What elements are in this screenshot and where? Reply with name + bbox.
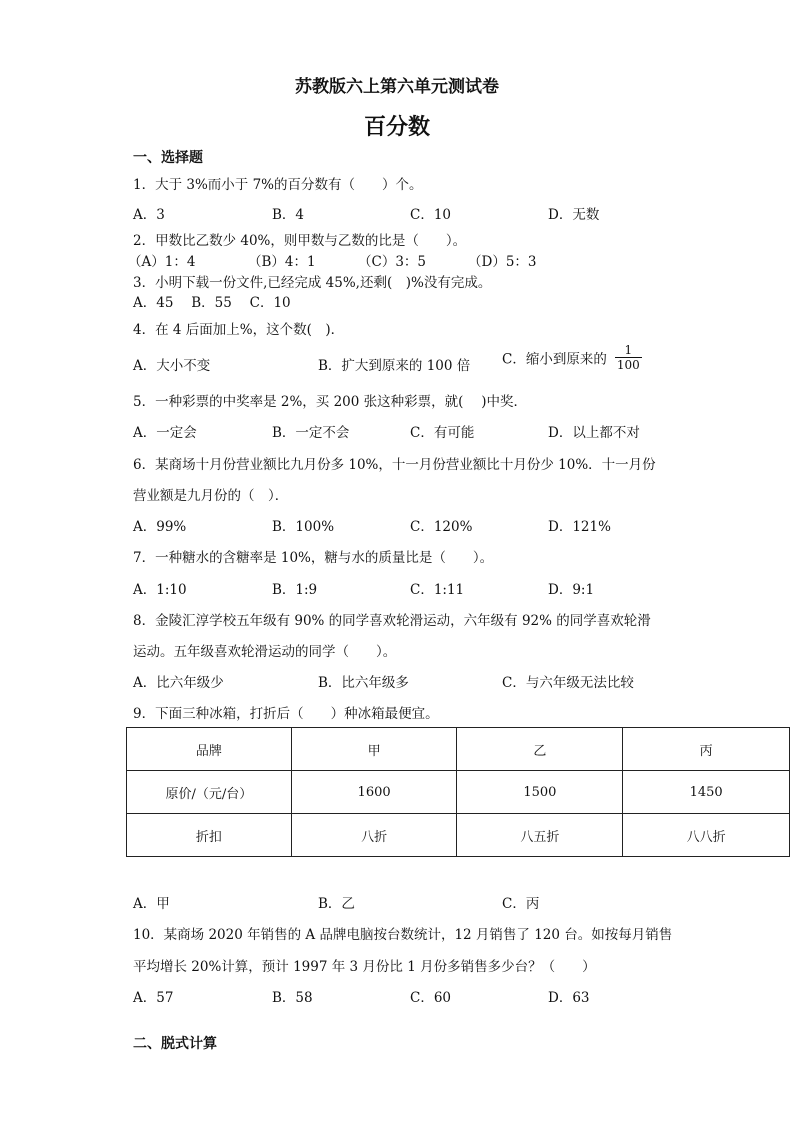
table-cell: 甲: [291, 728, 457, 771]
q4-option-b: B．扩大到原来的 100 倍: [318, 358, 471, 374]
question-6-line-2: 营业额是九月份的（ ）．: [133, 488, 289, 504]
question-4: 4．在 4 后面加上%，这个数( )．: [133, 322, 345, 338]
table-cell: 1450: [623, 771, 790, 814]
q2-option-c: （C）3：5: [358, 254, 427, 270]
q3-options: A．45 B．55 C．10: [133, 295, 291, 311]
page-title: 苏教版六上第六单元测试卷: [295, 77, 499, 97]
q1-option-d: D．无数: [548, 207, 600, 223]
q8-option-c: C．与六年级无法比较: [502, 675, 634, 691]
section-heading-choice: 一、选择题: [133, 150, 203, 166]
q6-option-a: A．99%: [133, 519, 187, 535]
page-subtitle: 百分数: [363, 114, 430, 140]
section-heading-calculation: 二、脱式计算: [133, 1036, 217, 1052]
table-cell: 1500: [457, 771, 623, 814]
fridge-price-table: [126, 727, 790, 857]
table-cell: 原价/（元/台）: [127, 771, 292, 814]
q6-option-d: D．121%: [548, 519, 611, 535]
fraction-one-hundredth: $\frac{1}{100}$: [616, 343, 640, 372]
q9-option-b: B．乙: [318, 896, 355, 912]
table-cell: 八折: [291, 814, 457, 857]
question-9: 9．下面三种冰箱，打折后（ ）种冰箱最便宜。: [133, 706, 439, 722]
q2-option-b: （B）4：1: [248, 254, 316, 270]
question-3: 3．小明下载一份文件,已经完成 45%,还剩( )%没有完成。: [133, 275, 492, 291]
q10-option-d: D．63: [548, 990, 590, 1006]
table-cell: 1600: [291, 771, 457, 814]
question-2: 2．甲数比乙数少 40%，则甲数与乙数的比是（ ）。: [133, 233, 467, 249]
q5-option-b: B．一定不会: [272, 425, 350, 441]
table-cell: 八五折: [457, 814, 623, 857]
q7-option-d: D．9:1: [548, 582, 595, 598]
q10-option-a: A．57: [133, 990, 174, 1006]
q6-option-b: B．100%: [272, 519, 335, 535]
table-row: [127, 814, 790, 857]
q10-option-b: B．58: [272, 990, 313, 1006]
question-6-line-1: 6．某商场十月份营业额比九月份多 10%，十一月份营业额比十月份少 10%．十一月份: [133, 457, 656, 473]
table-cell: 折扣: [127, 814, 292, 857]
table-cell: 品牌: [127, 728, 292, 771]
question-1: 1．大于 3%而小于 7%的百分数有（ ）个。: [133, 177, 423, 193]
q2-option-a: （A）1：4: [128, 254, 196, 270]
q8-option-b: B．比六年级多: [318, 675, 409, 691]
table-cell: 乙: [457, 728, 623, 771]
table-row: [127, 771, 790, 814]
q4-option-c: C．缩小到原来的 $\frac{1}{100}$: [502, 343, 640, 372]
question-5: 5．一种彩票的中奖率是 2%，买 200 张这种彩票，就( )中奖．: [133, 394, 527, 410]
table-row: [127, 728, 790, 771]
q1-option-b: B．4: [272, 207, 305, 223]
question-8-line-2: 运动。五年级喜欢轮滑运动的同学（ ）。: [133, 644, 397, 660]
q10-option-c: C．60: [410, 990, 452, 1006]
q5-option-d: D．以上都不对: [548, 425, 640, 441]
q4-option-a: A．大小不变: [133, 358, 211, 374]
q1-option-c: C．10: [410, 207, 452, 223]
question-8-line-1: 8．金陵汇淳学校五年级有 90% 的同学喜欢轮滑运动，六年级有 92% 的同学喜欢轮滑: [133, 613, 651, 629]
question-10-line-1: 10．某商场 2020 年销售的 A 品牌电脑按台数统计，12 月销售了 120 台。如按每月销售: [133, 927, 673, 943]
q5-option-c: C．有可能: [410, 425, 475, 441]
q9-option-a: A．甲: [133, 896, 170, 912]
q7-option-a: A．1:10: [133, 582, 187, 598]
table-cell: 八八折: [623, 814, 790, 857]
q1-option-a: A．3: [133, 207, 165, 223]
q8-option-a: A．比六年级少: [133, 675, 224, 691]
q7-option-b: B．1:9: [272, 582, 318, 598]
q6-option-c: C．120%: [410, 519, 473, 535]
question-10-line-2: 平均增长 20%计算，预计 1997 年 3 月份比 1 月份多销售多少台？（ ）: [133, 959, 596, 975]
q2-option-d: （D）5：3: [468, 254, 537, 270]
table-cell: 丙: [623, 728, 790, 771]
q7-option-c: C．1:11: [410, 582, 465, 598]
q5-option-a: A．一定会: [133, 425, 197, 441]
q9-option-c: C．丙: [502, 896, 540, 912]
question-7: 7．一种糖水的含糖率是 10%，糖与水的质量比是（ ）。: [133, 550, 494, 566]
